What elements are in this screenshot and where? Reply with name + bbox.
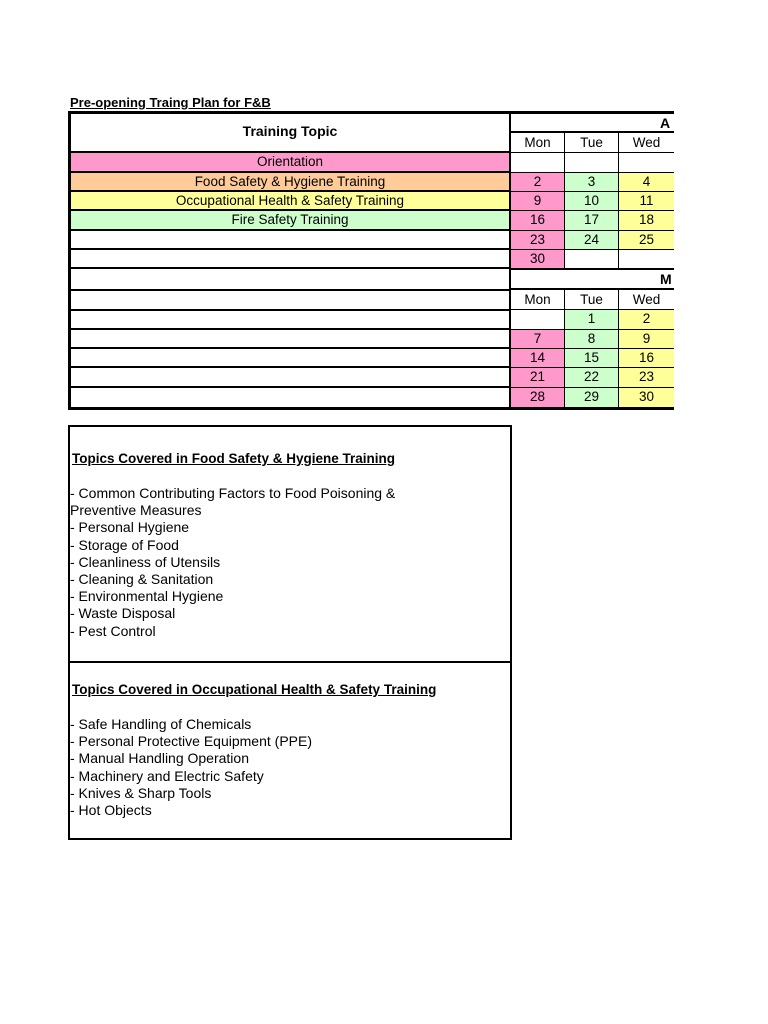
calendar-day-cell: 21 <box>511 368 564 387</box>
topic-list-item: - Environmental Hygiene <box>70 588 224 605</box>
topic-list-item: - Pest Control <box>70 622 156 639</box>
topic-orientation: Orientation <box>71 153 509 172</box>
month-m-label: M <box>660 271 672 287</box>
calendar-day-cell: 16 <box>511 211 564 230</box>
calendar-day-cell: 9 <box>511 192 564 211</box>
topic-list-item: - Knives & Sharp Tools <box>70 784 212 801</box>
food-safety-topics-box <box>68 425 512 663</box>
calendar-day-cell: 11 <box>619 192 674 211</box>
calendar-day-cell: 30 <box>619 388 674 407</box>
day-header-tue: Tue <box>580 135 603 150</box>
calendar-day-cell: 15 <box>565 349 618 368</box>
topic-list-item: Preventive Measures <box>70 502 202 519</box>
day-header-mon: Mon <box>524 292 551 307</box>
topic-ohs: Occupational Health & Safety Training <box>71 192 509 211</box>
topic-list-item: - Common Contributing Factors to Food Poisoning & <box>70 485 396 501</box>
topic-fire-safety: Fire Safety Training <box>71 211 509 230</box>
ohs-heading: Topics Covered in Occupational Health & Safety Training <box>72 682 437 697</box>
page-title: Pre-opening Traing Plan for F&B <box>70 95 271 110</box>
topic-list-item: - Cleanliness of Utensils <box>70 553 221 570</box>
calendar-day-cell: 29 <box>565 388 618 407</box>
topic-list-item: - Personal Hygiene <box>70 519 190 536</box>
calendar-day-cell: 4 <box>619 173 674 192</box>
topic-list-item: - Storage of Food <box>70 536 179 553</box>
calendar-day-cell <box>511 310 564 329</box>
topic-list-item: - Machinery and Electric Safety <box>70 767 264 784</box>
topic-list-item: - Waste Disposal <box>70 605 176 622</box>
day-header-mon: Mon <box>524 135 551 150</box>
topic-list-item: - Cleaning & Sanitation <box>70 571 214 587</box>
calendar-day-cell <box>619 153 674 172</box>
calendar-day-cell <box>619 250 674 269</box>
calendar-day-cell: 23 <box>619 368 674 387</box>
calendar-day-cell: 22 <box>565 368 618 387</box>
calendar-day-cell: 14 <box>511 349 564 368</box>
topic-list-item: - Personal Protective Equipment (PPE) <box>70 733 312 750</box>
calendar-day-cell: 9 <box>619 330 674 349</box>
calendar-day-cell: 2 <box>619 310 674 329</box>
calendar-day-cell: 10 <box>565 192 618 211</box>
day-header-tue: Tue <box>580 292 603 307</box>
calendar-day-cell: 1 <box>565 310 618 329</box>
calendar-day-cell: 2 <box>511 173 564 192</box>
topic-list-item: - Hot Objects <box>70 802 152 818</box>
calendar-day-cell: 7 <box>511 330 564 349</box>
calendar-day-cell <box>511 153 564 172</box>
calendar-day-cell: 8 <box>565 330 618 349</box>
calendar-day-cell: 3 <box>565 173 618 192</box>
month-a-label: A <box>660 115 671 131</box>
calendar-day-cell <box>565 250 618 269</box>
calendar-day-cell <box>565 153 618 172</box>
calendar-day-cell: 16 <box>619 349 674 368</box>
food-safety-heading: Topics Covered in Food Safety & Hygiene Training <box>72 451 396 466</box>
calendar-day-cell: 30 <box>511 250 564 269</box>
calendar-day-cell: 18 <box>619 211 674 230</box>
topic-food-safety: Food Safety & Hygiene Training <box>71 173 509 192</box>
calendar-day-cell: 28 <box>511 388 564 407</box>
topic-list-item: - Manual Handling Operation <box>70 750 249 767</box>
day-header-wed: Wed <box>632 292 661 307</box>
topic-list-item: - Safe Handling of Chemicals <box>70 716 252 732</box>
day-header-wed: Wed <box>632 135 661 150</box>
calendar-day-cell: 24 <box>565 231 618 250</box>
calendar-day-cell: 23 <box>511 231 564 250</box>
calendar-day-cell: 17 <box>565 211 618 230</box>
calendar-day-cell: 25 <box>619 231 674 250</box>
training-topic-header: Training Topic <box>242 123 338 139</box>
ohs-topics-box <box>68 661 512 840</box>
